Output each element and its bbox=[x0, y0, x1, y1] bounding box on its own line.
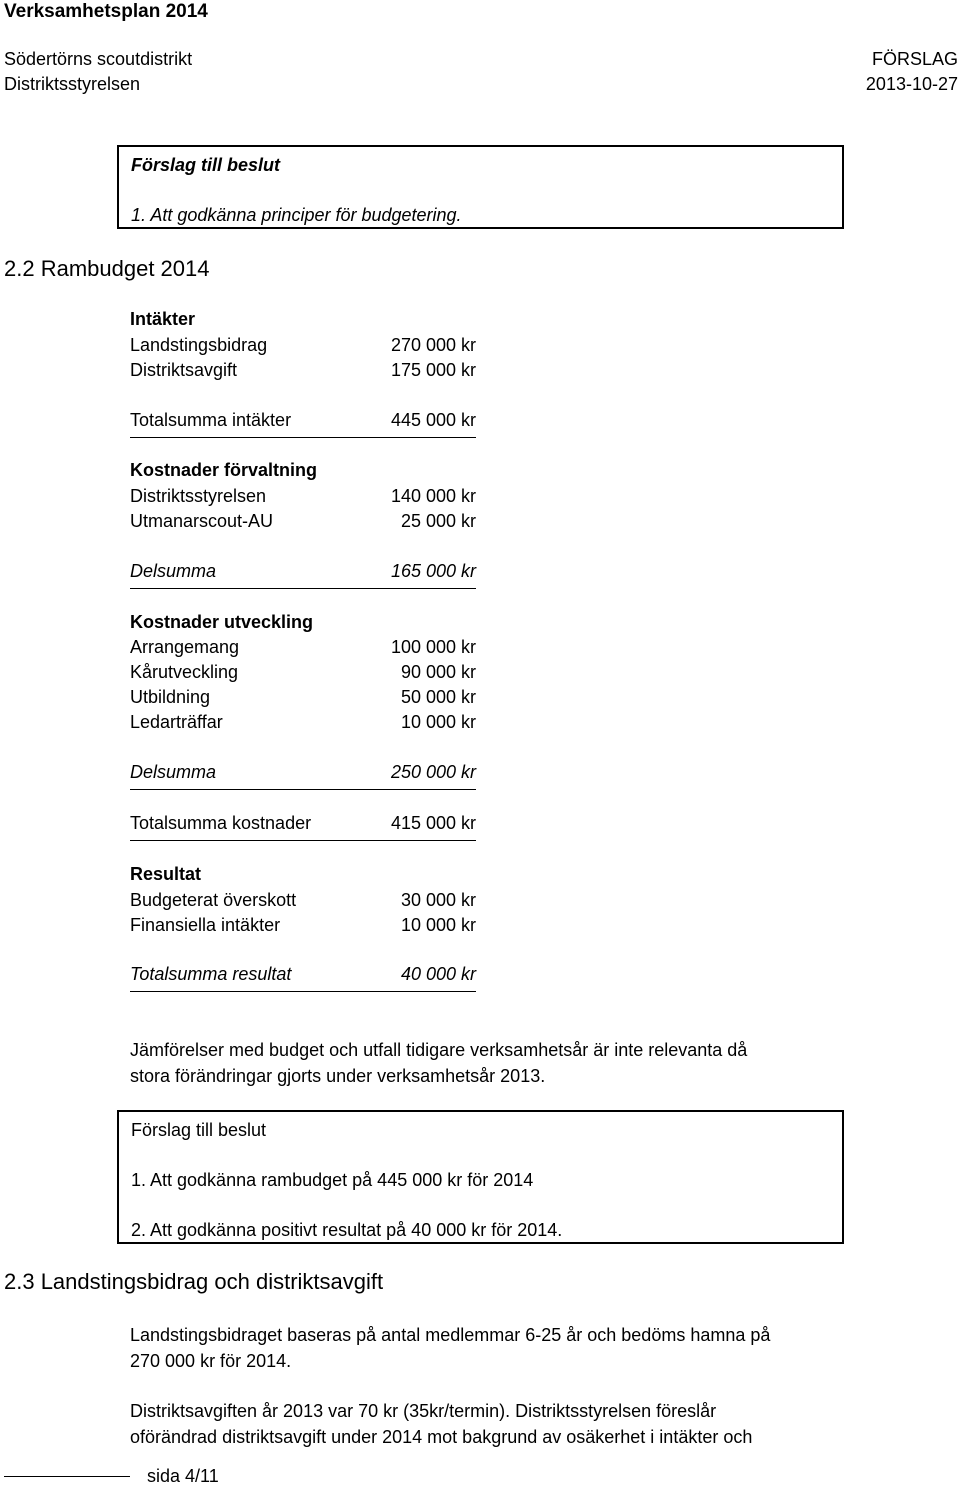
budget-label: Kårutveckling bbox=[130, 662, 239, 682]
income-total-row bbox=[130, 410, 476, 438]
department-name: Distriktsstyrelsen bbox=[4, 74, 141, 94]
proposal-item: 2. Att godkänna positivt resultat på 40 000 kr för 2014. bbox=[131, 1220, 563, 1240]
proposal-heading: Förslag till beslut bbox=[131, 1120, 267, 1140]
dev-costs-heading: Kostnader utveckling bbox=[130, 612, 314, 632]
budget-row bbox=[130, 663, 476, 685]
comparison-text-line: Jämförelser med budget och utfall tidigare verksamhetsår är inte relevanta då bbox=[130, 1040, 748, 1060]
admin-subtotal-row bbox=[130, 561, 476, 589]
proposal-box-rambudget bbox=[117, 1110, 844, 1244]
budget-label: Distriktsstyrelsen bbox=[130, 486, 267, 506]
section-heading-rambudget: 2.2 Rambudget 2014 bbox=[4, 256, 210, 281]
budget-label: Budgeterat överskott bbox=[130, 890, 297, 910]
paragraph-line: Distriktsavgiften år 2013 var 70 kr (35kr/termin). Distriktsstyrelsen föreslår bbox=[130, 1401, 717, 1421]
budget-amount: 165 000 kr bbox=[390, 561, 476, 581]
budget-label: Utmanarscout-AU bbox=[130, 511, 274, 531]
budget-label: Utbildning bbox=[130, 687, 211, 707]
budget-row bbox=[130, 916, 476, 938]
proposal-item: 1. Att godkänna rambudget på 445 000 kr för 2014 bbox=[131, 1170, 534, 1190]
document-date: 2013-10-27 bbox=[865, 74, 958, 94]
proposal-item: 1. Att godkänna principer för budgetering. bbox=[131, 205, 462, 225]
budget-label: Finansiella intäkter bbox=[130, 915, 281, 935]
budget-amount: 250 000 kr bbox=[390, 762, 476, 782]
paragraph-line: oförändrad distriktsavgift under 2014 mot bakgrund av osäkerhet i intäkter och bbox=[130, 1427, 753, 1447]
budget-amount: 25 000 kr bbox=[400, 511, 476, 531]
budget-label: Delsumma bbox=[130, 561, 217, 581]
budget-label: Totalsumma kostnader bbox=[130, 813, 312, 833]
organization-name: Södertörns scoutdistrikt bbox=[4, 49, 193, 69]
budget-amount: 415 000 kr bbox=[390, 813, 476, 833]
admin-costs-heading: Kostnader förvaltning bbox=[130, 460, 318, 480]
budget-amount: 10 000 kr bbox=[400, 915, 476, 935]
section-heading-landstingsbidrag: 2.3 Landstingsbidrag och distriktsavgift bbox=[4, 1269, 384, 1294]
budget-row bbox=[130, 336, 476, 358]
budget-amount: 50 000 kr bbox=[400, 687, 476, 707]
comparison-text-line: stora förändringar gjorts under verksamhetsår 2013. bbox=[130, 1066, 546, 1086]
budget-amount: 40 000 kr bbox=[400, 964, 476, 984]
status-label: FÖRSLAG bbox=[871, 49, 958, 69]
result-total-row bbox=[130, 964, 476, 992]
budget-amount: 90 000 kr bbox=[400, 662, 476, 682]
budget-row bbox=[130, 638, 476, 660]
document-title: Verksamhetsplan 2014 bbox=[4, 1, 208, 22]
budget-amount: 445 000 kr bbox=[390, 410, 476, 430]
budget-row bbox=[130, 688, 476, 710]
budget-amount: 100 000 kr bbox=[390, 637, 476, 657]
budget-row bbox=[130, 512, 476, 534]
proposal-heading: Förslag till beslut bbox=[131, 155, 281, 175]
budget-amount: 30 000 kr bbox=[400, 890, 476, 910]
paragraph-line: Landstingsbidraget baseras på antal medlemmar 6-25 år och bedöms hamna på bbox=[130, 1325, 771, 1345]
budget-amount: 270 000 kr bbox=[390, 335, 476, 355]
budget-label: Ledarträffar bbox=[130, 712, 223, 732]
budget-amount: 10 000 kr bbox=[400, 712, 476, 732]
budget-label: Arrangemang bbox=[130, 637, 240, 657]
budget-amount: 175 000 kr bbox=[390, 360, 476, 380]
budget-row bbox=[130, 891, 476, 913]
budget-label: Totalsumma resultat bbox=[130, 964, 292, 984]
paragraph-line: 270 000 kr för 2014. bbox=[130, 1351, 292, 1371]
dev-subtotal-row bbox=[130, 762, 476, 790]
budget-amount: 140 000 kr bbox=[390, 486, 476, 506]
budget-row bbox=[130, 361, 476, 383]
budget-label: Landstingsbidrag bbox=[130, 335, 268, 355]
total-costs-row bbox=[130, 813, 476, 841]
budget-row bbox=[130, 713, 476, 735]
income-heading: Intäkter bbox=[130, 309, 196, 329]
footer-rule bbox=[4, 1476, 130, 1477]
page-number: sida 4/11 bbox=[147, 1466, 219, 1486]
proposal-box-principles bbox=[117, 145, 844, 229]
result-heading: Resultat bbox=[130, 864, 202, 884]
budget-label: Distriktsavgift bbox=[130, 360, 238, 380]
budget-label: Totalsumma intäkter bbox=[130, 410, 292, 430]
budget-row bbox=[130, 487, 476, 509]
budget-label: Delsumma bbox=[130, 762, 217, 782]
